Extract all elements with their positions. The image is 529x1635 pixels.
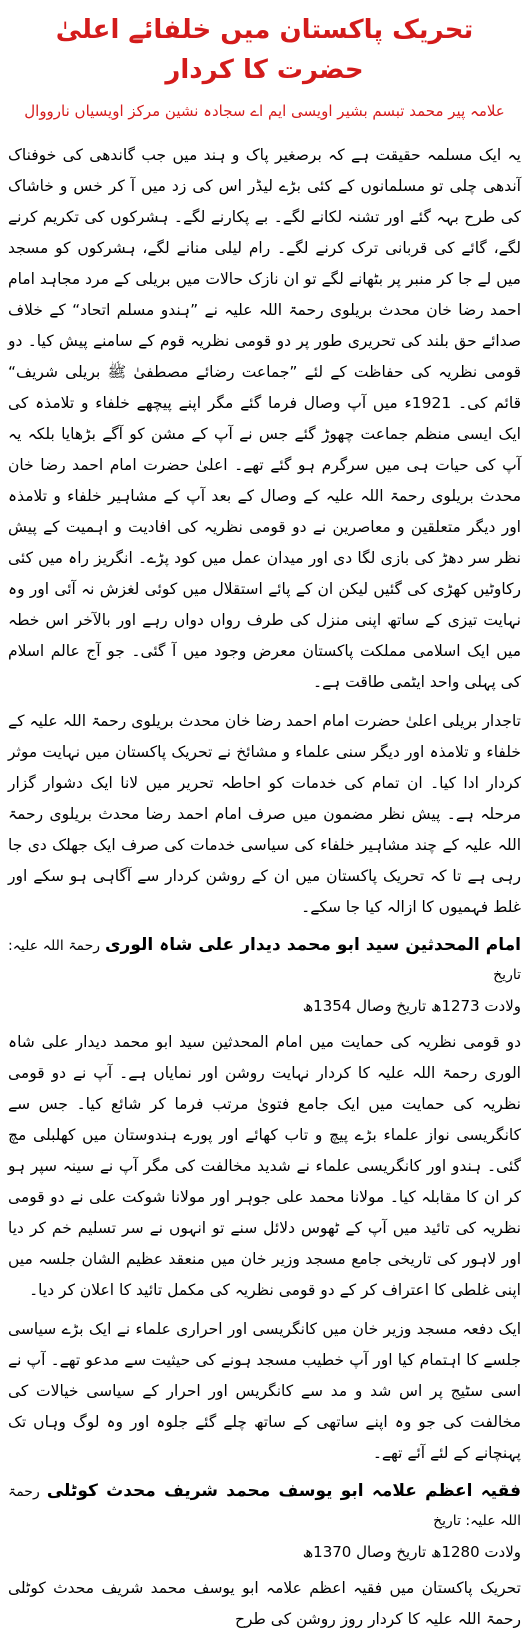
- article-title: تحریک پاکستان میں خلفائے اعلیٰ حضرت کا کردار: [55, 15, 474, 85]
- intro-paragraph-2: تاجدار بریلی اعلیٰ حضرت امام احمد رضا خان محدث بریلوی رحمۃ اللہ علیہ کے خلفاء و تلامذہ اور دیگر سنی علماء و مشائخ نے تحریک پاکستان میں نہایت موثر کردار ادا کیا۔ ان تمام کی خدمات کو احاطہ تحریر میں لانا ایک دشوار گزار مرحلہ ہے۔ پیش نظر مضمون میں صرف امام احمد رضا محدث بریلوی رحمۃ اللہ علیہ کے چند مشاہیر خلفاء کی سیاسی خدمات کی صرف ایک جھلک دی جا رہی ہے تا کہ تحریک پاکستان میں ان کے روشن کردار سے آگاہی ہو سکے اور غلط فہمیوں کا ازالہ کیا جا سکے۔: [8, 712, 521, 916]
- article-byline: علامہ پیر محمد تبسم بشیر اویسی ایم اے سجادہ نشین مرکز اویسیاں نارووال: [24, 102, 505, 120]
- section-heading-suffix: رحمۃ اللہ علیہ: تاریخ: [8, 1484, 521, 1529]
- section-heading-suffix: رحمۃ اللہ علیہ: تاریخ: [8, 938, 521, 983]
- section-heading-1: [8, 931, 521, 989]
- intro-paragraph-1: یہ ایک مسلمہ حقیقت ہے کہ برصغیر پاک و ہند میں جب گاندھی کی خوفناک آندھی چلی تو مسلمانوں کے کئی بڑے لیڈر اس کی زد میں آ کر خس و خاشاک کی طرح بہہ گئے اور تشنہ لکانے لگے۔ بے پکارنے لگے۔ ہشرکوں کی تکریم کرنے لگے، گائے کی قربانی ترک کرنے لگے۔ رام لیلی منانے لگے، ہشرکوں کو مسجد میں لے جا کر منبر پر بٹھانے لگے تو ان نازک حالات میں بریلی کے مرد مجاہد امام احمد رضا خان محدث بریلوی رحمۃ اللہ علیہ نے ”ہندو مسلم اتحاد“ کے خلاف صدائے حق بلند کی تحریری طور پر دو قومی نظریہ قوم کے سامنے پیش کیا۔ دو قومی نظریہ کی حفاظت کے لئے ”جماعت رضائے مصطفیٰ ﷺ بریلی شریف“ قائم کی۔ 1921ء میں آپ وصال فرما گئے مگر اپنے پیچھے خلفاء و تلامذہ کی ایک ایسی منظم جماعت چھوڑ گئے جس نے آپ کے مشن کو آگے بڑھایا بلکہ یہ آپ کی حیات ہی میں سرگرم ہو گئے تھے۔ اعلیٰ حضرت امام احمد رضا خان محدث بریلوی رحمۃ اللہ علیہ کے وصال کے بعد آپ کے مشاہیر خلفاء و تلامذہ اور دیگر متعلقین و معاصرین نے دو قومی نظریہ کی افادیت و اہمیت کے پیش نظر سر دھڑ کی بازی لگا دی اور میدان عمل میں کود پڑے۔ انگریز راہ میں کئی رکاوٹیں کھڑی کی گئیں لیکن ان کے پائے استقلال میں کوئی لغزش نہ آئی اور وہ نہایت تیزی کے ساتھ اپنی منزل کی طرف رواں دواں رہے اور بالآخر اس خطہ میں ایک اسلامی مملکت پاکستان معرض وجود میں آ گئی۔ جو آج عالم اسلام کی پہلی واحد ایٹمی طاقت ہے۔: [8, 146, 521, 691]
- section-heading-name: فقیہ اعظم علامہ ابو یوسف محمد شریف محدث کوٹلی: [46, 1481, 521, 1501]
- section-paragraph: دو قومی نظریہ کی حمایت میں امام المحدثین سید ابو محمد دیدار علی شاہ الوری رحمۃ اللہ علیہ کا کردار نہایت روشن اور نمایاں ہے۔ آپ نے دو قومی نظریہ کی حمایت میں ایک جامع فتویٰ مرتب فرما کر شائع کیا۔ جس سے کانگریسی نواز علماء بڑے پیچ و تاب کھائے اور پورے ہندوستان میں کھلبلی مچ گئی۔ ہندو اور کانگریسی علماء نے شدید مخالفت کی مگر آپ نے سینہ سپر ہو کر ان کا مقابلہ کیا۔ مولانا محمد علی جوہر اور مولانا شوکت علی نے دو قومی نظریہ کی تائید میں آپ کے ٹھوس دلائل سنے تو انہوں نے سر تسلیم خم کر دیا اور لاہور کی تاریخی جامع مسجد وزیر خان میں منعقد عظیم الشان جلسہ میں اپنی غلطی کا اعتراف کر کے دو قومی نظریہ کی مکمل تائید کا اعلان کر دیا۔: [8, 1033, 521, 1299]
- section-heading-name: امام المحدثین سید ابو محمد دیدار علی شاہ الوری: [104, 935, 521, 955]
- section-paragraph: ایک دفعہ مسجد وزیر خان میں کانگریسی اور احراری علماء نے ایک بڑے سیاسی جلسے کا اہتمام کیا اور آپ خطیب مسجد ہونے کی حیثیت سے مدعو تھے۔ آپ نے اسی سٹیج پر اس شد و مد سے کانگریس اور احرار کے سیاسی خیالات کی مخالفت کی جو وہ اپنے ساتھی کے ساتھ چلے گئے جلوہ اور وہ لوگ وہاں تک پہنچانے کے لئے آئے تھے۔: [8, 1320, 521, 1462]
- section-paragraph: تحریک پاکستان میں فقیہ اعظم علامہ ابو یوسف محمد شریف محدث کوٹلی رحمۃ اللہ علیہ کا کردار روز روشن کی طرح: [8, 1579, 521, 1628]
- section-heading-2: [8, 1477, 521, 1535]
- section-dates: ولادت 1273ھ تاریخ وصال 1354ھ: [302, 997, 521, 1015]
- section-dates: ولادت 1280ھ تاریخ وصال 1370ھ: [302, 1543, 521, 1561]
